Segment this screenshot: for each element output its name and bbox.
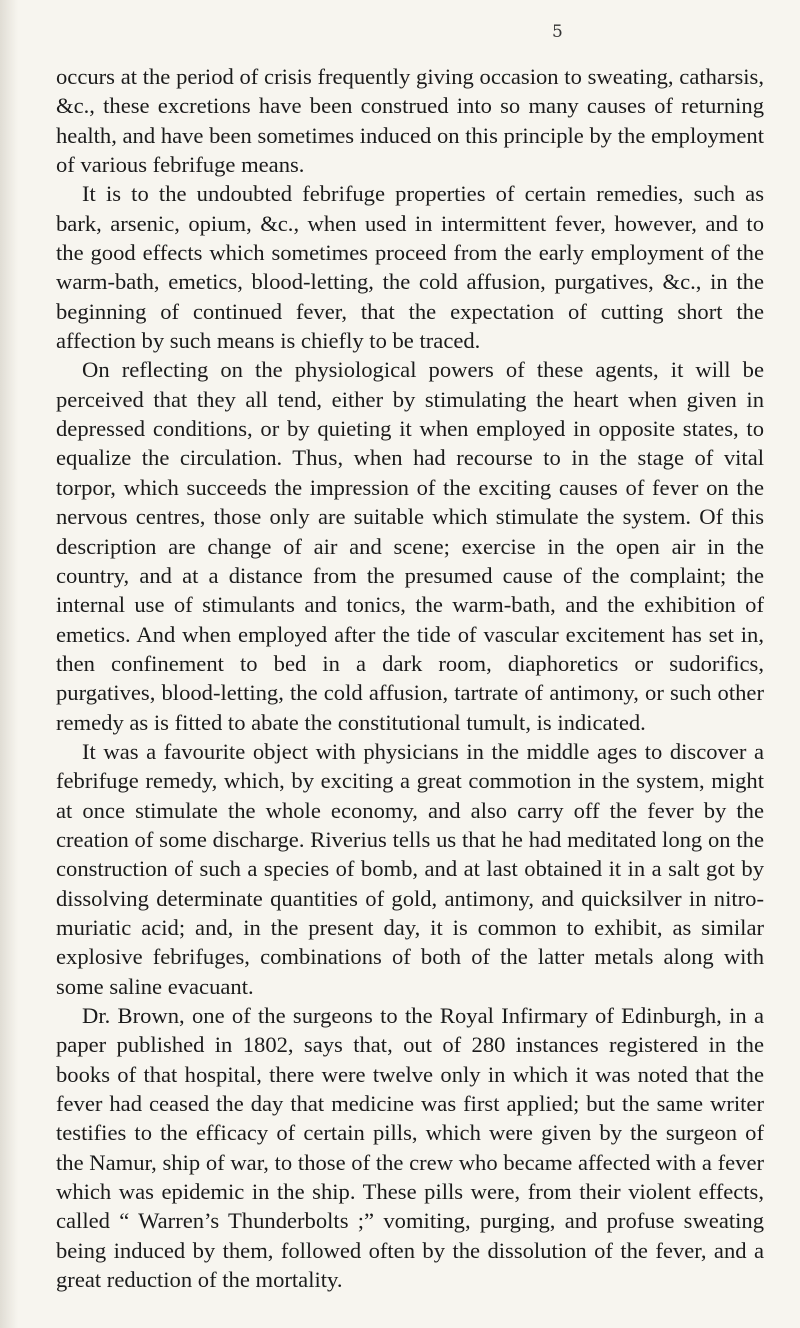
paragraph-5: Dr. Brown, one of the surgeons to the Royal Infirmary of Edinburgh, in a paper published in 1802, says that, out of 280 instances registered in the books of that hospital, there were twelve only in which it was noted that the fever had ceased the day that medicine was first applied; but the same writer testifies to the efficacy of certain pills, which were given by the surgeon of the Namur, ship of war, to those of the crew who became affected with a fever which was epidemic in the ship. These pills were, from their violent effects, called “ Warren’s Thunderbolts ;” vomiting, purging, and profuse sweating being induced by them, followed often by the dissolution of the fever, and a great reduction of the mortality. — [56, 1003, 764, 1293]
page-edge-shadow — [0, 0, 18, 1328]
paragraph-2: It is to the undoubted febrifuge properties of certain remedies, such as bark, arsenic, opium, &c., when used in intermittent fever, however, and to the good effects which sometimes proceed from the early employment of the warm-bath, emetics, blood-letting, the cold affusion, purgatives, &c., in the beginning of continued fever, that the expectation of cutting short the affection by such means is chiefly to be traced. — [56, 181, 764, 354]
paragraph-1: occurs at the period of crisis frequently giving occasion to sweating, catharsis, &c., these excretions have been construed into so many causes of returning health, and have been sometimes induced on this principle by the employment of various febrifuge means. — [56, 64, 764, 178]
paragraph-3: On reflecting on the physiological powers of these agents, it will be perceived that they all tend, either by stimulating the heart when given in depressed conditions, or by quieting it when employed in opposite states, to equalize the circulation. Thus, when had recourse to in the stage of vital torpor, which succeeds the impression of the exciting causes of fever on the nervous centres, those only are suitable which stimulate the system. Of this description are change of air and scene; exercise in the open air in the country, and at a distance from the presumed cause of the complaint; the internal use of stimulants and tonics, the warm-bath, and the exhibition of emetics. And when employed after the tide of vascular excitement has set in, then confinement to bed in a dark room, diaphoretics or sudorifics, purgatives, blood-letting, the cold affusion, tartrate of antimony, or such other remedy as is fitted to abate the constitutional tumult, is indicated. — [56, 357, 764, 735]
body-text — [56, 62, 764, 1294]
page-number: 5 — [552, 22, 563, 42]
paragraph-4: It was a favourite object with physicians in the middle ages to discover a febrifuge remedy, which, by exciting a great commotion in the system, might at once stimulate the whole economy, and also carry off the fever by the creation of some discharge. Riverius tells us that he had meditated long on the construction of such a species of bomb, and at last obtained it in a salt got by dissolving determinate quantities of gold, antimony, and quicksilver in nitro-muriatic acid; and, in the present day, it is common to exhibit, as similar explosive febrifuges, combinations of both of the latter metals along with some saline evacuant. — [56, 738, 764, 999]
